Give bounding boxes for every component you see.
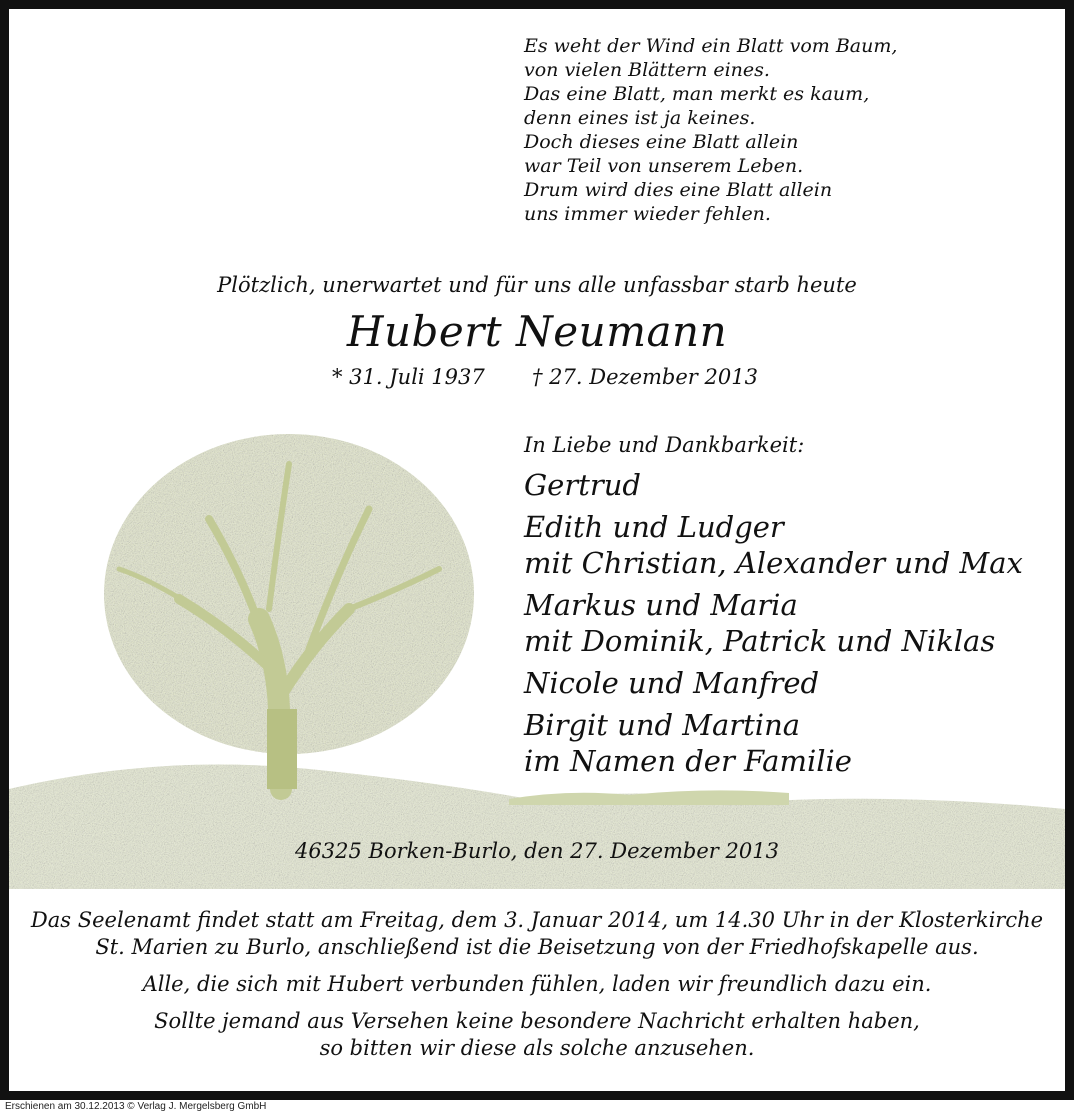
mourner-line: Markus und Maria: [524, 588, 798, 622]
death-date: † 27. Dezember 2013: [532, 365, 758, 389]
mourner-line: im Namen der Familie: [524, 744, 852, 778]
mourner-line: Edith und Ludger: [524, 510, 784, 544]
service-line-1: Das Seelenamt findet statt am Freitag, dem 3. Januar 2014, um 14.30 Uhr in der Klosterkirche: [30, 908, 1044, 932]
mourner-line: Nicole und Manfred: [524, 666, 820, 700]
notification-note: [9, 1008, 1065, 1062]
mourner-group: [524, 467, 1023, 503]
birth-date: * 31. Juli 1937: [332, 365, 485, 389]
mourner-line: Gertrud: [524, 468, 641, 502]
publication-footer: Erschienen am 30.12.2013 © Verlag J. Mergelsberg GmbH: [5, 1101, 267, 1112]
deceased-name: Hubert Neumann: [346, 307, 728, 356]
poem-line: Doch dieses eine Blatt allein: [524, 131, 799, 153]
invitation: Alle, die sich mit Hubert verbunden fühlen, laden wir freundlich dazu ein.: [142, 972, 932, 996]
poem-line: Das eine Blatt, man merkt es kaum,: [524, 83, 870, 105]
mourner-group: [524, 587, 1023, 659]
mourner-group: [524, 707, 1023, 779]
note-line-2: so bitten wir diese als solche anzusehen.: [319, 1036, 755, 1060]
mourner-group: [524, 509, 1023, 581]
mourners-list: [524, 433, 1023, 785]
poem: [524, 34, 897, 226]
service-details: [9, 907, 1065, 961]
thanks-heading: In Liebe und Dankbarkeit:: [524, 433, 805, 457]
poem-line: Drum wird dies eine Blatt allein: [524, 179, 833, 201]
death-announcement: Plötzlich, unerwartet und für uns alle unfassbar starb heute: [217, 273, 857, 297]
poem-line: Es weht der Wind ein Blatt vom Baum,: [524, 35, 898, 57]
mourner-line: Birgit und Martina: [524, 708, 801, 742]
note-line-1: Sollte jemand aus Versehen keine besondere Nachricht erhalten haben,: [154, 1009, 920, 1033]
poem-line: denn eines ist ja keines.: [524, 107, 756, 129]
mourner-line: mit Dominik, Patrick und Niklas: [524, 624, 996, 658]
mourner-line: mit Christian, Alexander und Max: [524, 546, 1023, 580]
life-dates: [332, 365, 758, 389]
service-line-2: St. Marien zu Burlo, anschließend ist die Beisetzung von der Friedhofskapelle aus.: [95, 935, 979, 959]
mourner-group: [524, 665, 1023, 701]
poem-line: von vielen Blättern eines.: [524, 59, 770, 81]
poem-line: war Teil von unserem Leben.: [524, 155, 804, 177]
poem-line: uns immer wieder fehlen.: [524, 203, 771, 225]
service-info: [9, 907, 1065, 1072]
place-and-date: 46325 Borken-Burlo, den 27. Dezember 2013: [295, 839, 779, 863]
